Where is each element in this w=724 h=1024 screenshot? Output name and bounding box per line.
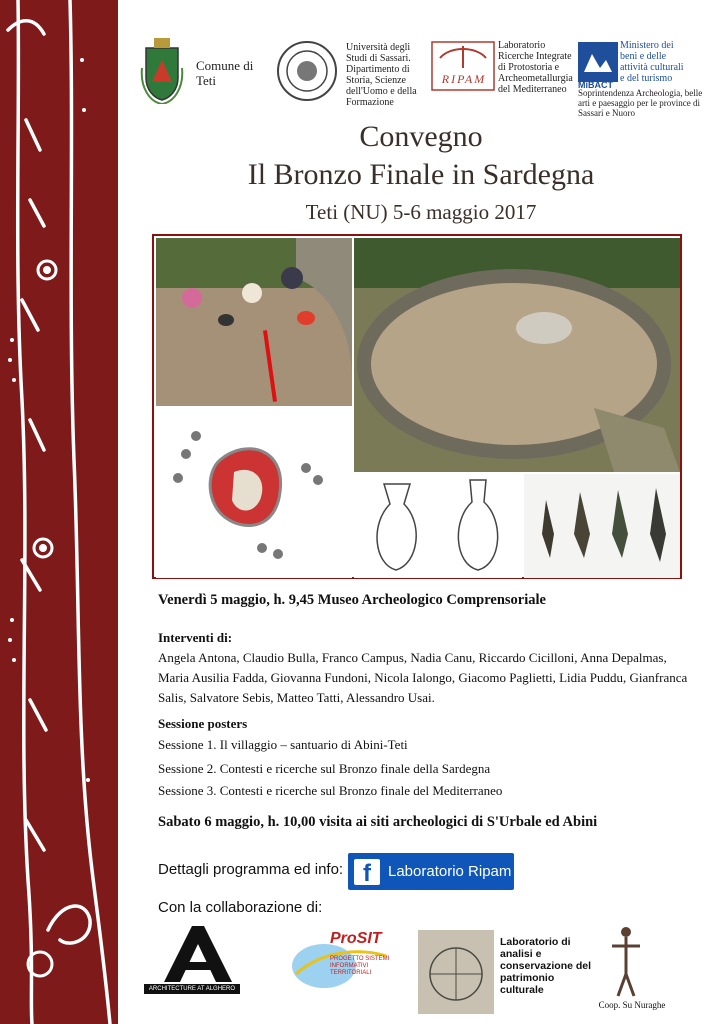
comune-label: Comune di Teti [196,58,254,88]
coop-bronze-statuette-logo [606,924,646,998]
universita-seal-logo [276,40,338,102]
architecture-alghero-label: ARCHITECTURE AT ALGHERO [148,986,236,992]
mibact-logo [578,42,618,82]
pottery-drawing [354,474,522,578]
ministero-label: Ministero dei beni e delle attività culturali e del turismo [620,40,684,84]
partners-label: Con la collaborazione di: [158,899,323,916]
universita-label: Università degli Studi di Sassari. Dipartimento di Storia, Scienze dell'Uomo e della Formazione [346,42,417,108]
session-1: Sessione 1. Il villaggio – santuario di Abini-Teti [158,737,408,752]
excavation-photo [156,238,352,406]
title-place-date: Teti (NU) 5-6 maggio 2017 [305,200,537,224]
nuraghe-aerial-photo [354,238,680,472]
prosit-subtitle: PROGETTO SISTEMI INFORMATIVI TERRITORIALI [330,956,390,976]
session-3: Sessione 3. Contesti e ricerche sul Bronzo finale del Mediterraneo [158,783,503,798]
contact-label: Dettagli programma ed info: [158,861,344,878]
lab-label: Laboratorio di analisi e conservazione del patrimonio culturale [500,936,592,996]
soprintendenza-label: Soprintendenza Archeologia, belle arti e paesaggio per le province di Sassari e Nuoro [578,88,703,118]
title-convegno: Convegno [359,120,483,153]
interventi-text: Angela Antona, Claudio Bulla, Franco Campus, Nadia Canu, Riccardo Cicilloni, Anna Depalmas, Maria Ausilia Fadda, Giovanna Fundoni, Nicola Ialongo, Giacomo Paglietti, Lidia Puddu, Gianfranca Salis, Salvatore Sebis, Matteo Tatti, Alessandro Usai. [158,650,688,705]
day1-line: Venerdì 5 maggio, h. 9,45 Museo Archeologico Comprensoriale [158,592,546,608]
hut-plan-drawing [156,408,352,578]
photo-collage [152,234,682,579]
day2-line: Sabato 6 maggio, h. 10,00 visita ai siti archeologici di S'Urbale ed Abini [158,814,598,830]
comune-crest-logo [140,38,184,104]
facebook-page-label: Laboratorio Ripam [388,863,512,880]
decorative-side-band [0,0,118,1024]
facebook-icon: f [354,859,380,885]
coop-label: Coop. Su Nuraghe [598,1000,666,1010]
prosit-wordmark: ProSIT [330,930,382,947]
interventi-title: Interventi di: [158,630,233,645]
session-2: Sessione 2. Contesti e ricerche sul Bronzo finale della Sardegna [158,761,491,776]
lab-astrolabe-logo [418,930,494,1014]
facebook-page-link[interactable] [348,853,514,890]
ripam-wordmark: RIPAM [441,72,487,86]
title-main: Il Bronzo Finale in Sardegna [247,158,595,191]
mibact-wordmark: MiBACT [578,80,613,90]
posters-title: Sessione posters [158,716,248,731]
ripam-label: Laboratorio Ricerche Integrate di Protostoria e Archeometallurgia del Mediterraneo [498,40,573,95]
bronze-spearheads-photo [524,474,680,578]
